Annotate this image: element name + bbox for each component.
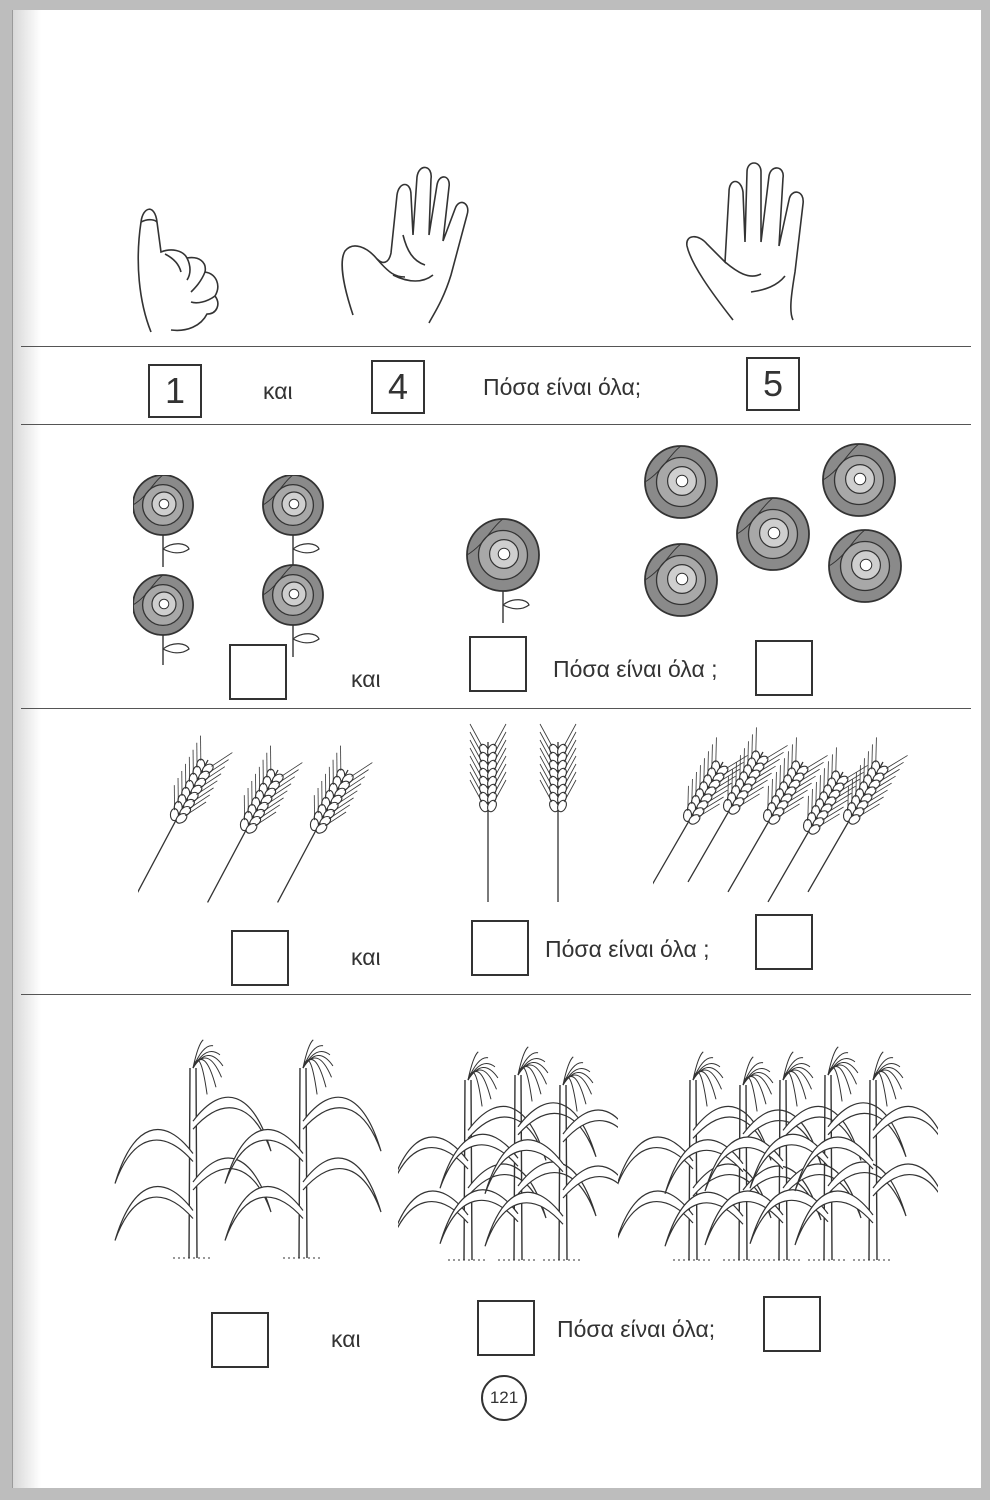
corn-icon — [795, 1052, 938, 1260]
first-count-box[interactable] — [211, 1312, 269, 1368]
corn-icon — [440, 1047, 596, 1260]
rose-icon — [467, 519, 539, 623]
wheat-icon — [470, 724, 506, 902]
divider — [21, 708, 971, 709]
rose-icon — [823, 444, 895, 516]
and-label: και — [263, 378, 293, 404]
wheat-group-2 — [443, 722, 603, 912]
wheat-icon — [752, 747, 867, 910]
total-count-box[interactable] — [755, 640, 813, 696]
rose-icon — [133, 475, 193, 567]
divider — [21, 424, 971, 425]
rose-icon — [263, 475, 323, 567]
first-count-box[interactable] — [231, 930, 289, 986]
four-finger-hand-icon — [333, 165, 473, 325]
divider — [21, 346, 971, 347]
total-count-box[interactable] — [755, 914, 813, 970]
corn-group-1 — [98, 1028, 398, 1268]
first-count-box[interactable]: 1 — [148, 364, 202, 418]
wheat-icon — [138, 736, 232, 901]
question-label: Πόσα είναι όλα ; — [545, 936, 710, 962]
and-label: και — [331, 1326, 361, 1352]
total-count-box[interactable] — [763, 1296, 821, 1352]
question-label: Πόσα είναι όλα; — [483, 374, 642, 400]
wheat-icon — [540, 724, 576, 902]
rose-icon — [645, 446, 717, 518]
and-label: και — [351, 944, 381, 970]
second-count-box[interactable] — [469, 636, 527, 692]
corn-icon — [618, 1052, 771, 1260]
total-count-box[interactable]: 5 — [746, 357, 800, 411]
thumb-hand-icon — [121, 192, 241, 342]
open-hand-icon — [681, 162, 811, 322]
wheat-group-1 — [138, 730, 418, 930]
rose-group-1 — [133, 475, 373, 665]
rose-icon — [645, 544, 717, 616]
question-label: Πόσα είναι όλα ; — [553, 656, 718, 682]
worksheet-page — [12, 10, 981, 1488]
divider — [21, 994, 971, 995]
second-count-box[interactable] — [477, 1300, 535, 1356]
second-count-box[interactable]: 4 — [371, 360, 425, 414]
rose-icon — [737, 498, 809, 570]
rose-group-3 — [623, 442, 923, 622]
rose-group-2 — [453, 505, 573, 635]
second-count-box[interactable] — [471, 920, 529, 976]
corn-group-3 — [618, 1035, 938, 1270]
corn-icon — [115, 1040, 271, 1258]
and-label: και — [351, 666, 381, 692]
wheat-icon — [653, 737, 748, 900]
corn-icon — [485, 1057, 618, 1260]
corn-icon — [225, 1040, 381, 1258]
corn-group-2 — [398, 1040, 618, 1270]
wheat-group-3 — [653, 722, 953, 912]
rose-icon — [829, 530, 901, 602]
corn-icon — [398, 1052, 546, 1260]
first-count-box[interactable] — [229, 644, 287, 700]
question-label: Πόσα είναι όλα; — [557, 1316, 716, 1342]
rose-icon — [133, 575, 193, 665]
page-number: 121 — [481, 1375, 527, 1421]
